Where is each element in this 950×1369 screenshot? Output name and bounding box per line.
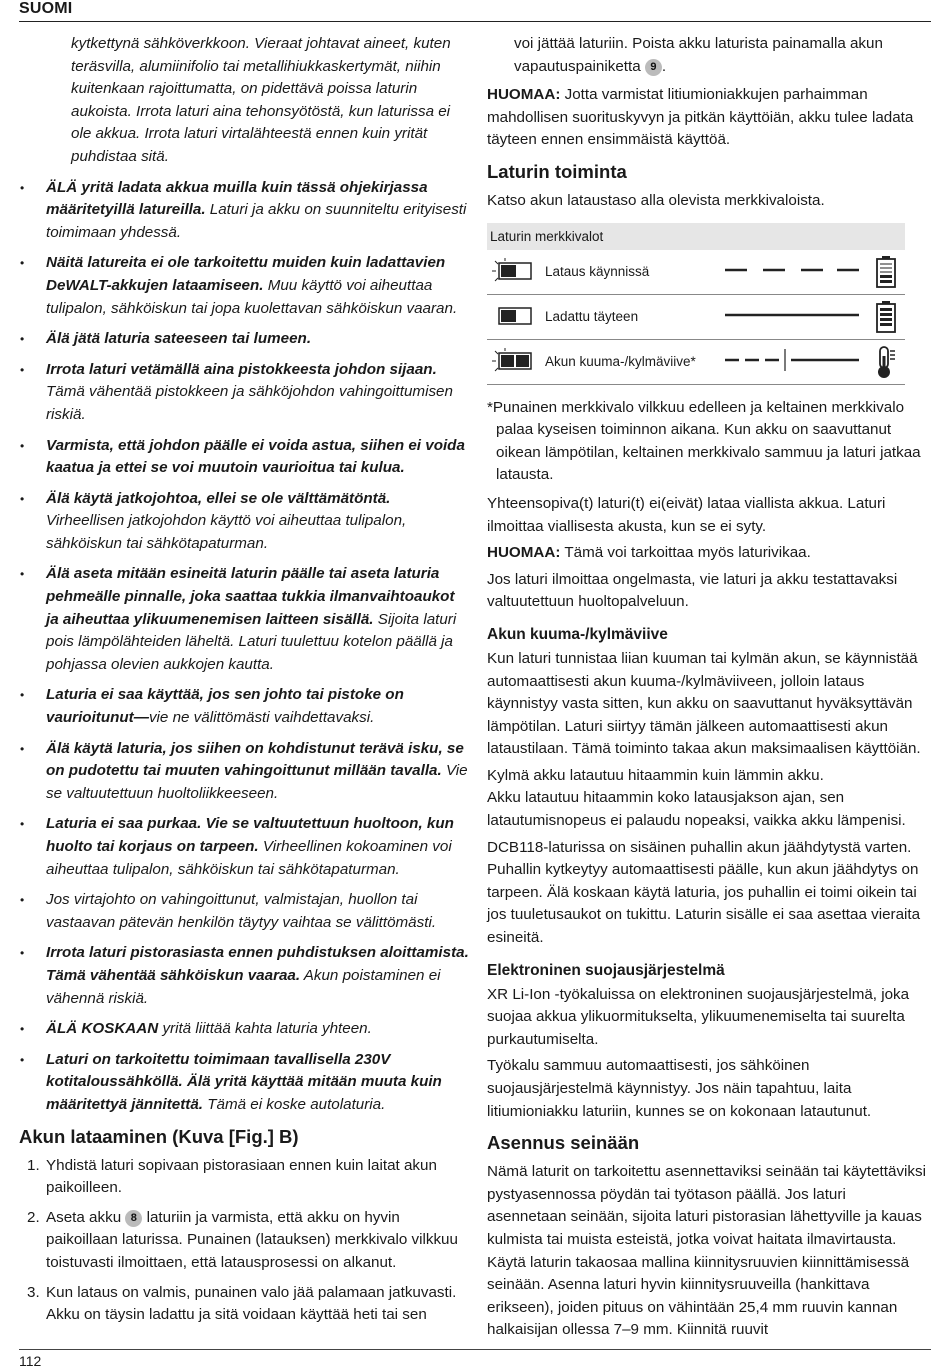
defective-battery-text: Yhteensopiva(t) laturi(t) ei(eivät) lataa viallista akkua. Laturi ilmoittaa viallisesta akusta, kun se ei syty.	[487, 494, 886, 535]
callout-number-9: 9	[645, 59, 662, 76]
section-title-wall-mount: Asennus seinään	[487, 1132, 640, 1154]
note-charger-fault: HUOMAA: Tämä voi tarkoittaa myös laturivikaa.	[487, 544, 811, 562]
section-title-charging: Akun lataaminen (Kuva [Fig.] B)	[19, 1125, 299, 1147]
dashed-pattern	[725, 268, 861, 272]
footnote: *Punainen merkkivalo vilkkuu edelleen ja keltainen merkkivalo palaa kyseisen toiminnon aikana. Kun akku on saavuttanut oikean lämpötilan, keltainen merkkivalo sammuu ja laturi jatkaa latausta.	[487, 398, 921, 484]
callout-number-8: 8	[125, 1210, 142, 1227]
safety-bullet-item: • Irrota laturi pistorasiasta ennen puhdistuksen aloittamista. Tämä vähentää sähköiskun vaaraa. Akun poistaminen ei vähennä riskiä.	[19, 942, 469, 1010]
charging-battery-icon	[875, 256, 897, 288]
charger-indicator-table	[487, 223, 905, 385]
footer-rule	[19, 1349, 931, 1350]
indicator-intro: Katso akun lataustaso alla olevista merkkivaloista.	[487, 191, 825, 209]
safety-bullet-item: • Näitä latureita ei ole tarkoitettu muiden kuin ladattavien DeWALT-akkujen lataamiseen. Muu käyttö voi aiheuttaa tulipalon, sähköiskun tai jopa kuolettavan sähköiskun vaaran.	[19, 252, 469, 320]
table-row-charging: Lataus käynnissä	[487, 250, 905, 295]
charging-steps-list	[19, 1155, 469, 1327]
safety-bullet-item: • Irrota laturi vetämällä aina pistokkeesta johdon sijaan. Tämä vähentää pistokkeen ja sähköjohdon vahingoittumisen riskiä.	[19, 359, 469, 427]
left-column	[19, 33, 469, 1334]
hot-cold-paragraph-1: Kun laturi tunnistaa liian kuuman tai kylmän akun, se käynnistää automaattisesti akun kuuma-/kylmäviiveen, jolloin lataus käynnistyy vasta sitten, kun akku on saavuttanut hyväksyttävän lämpötilan. Laturi siirtyy tämän jälkeen automaattisesti akun lataustilaan. Tämä toiminto takaa akun maksimaalisen käyttöiän.	[487, 649, 921, 758]
language-label: SUOMI	[19, 0, 73, 17]
step3-continuation: voi jättää laturiin. Poista akku laturista painamalla akun vapautuspainiketta 9 .	[514, 35, 883, 75]
safety-bullet-item: • Älä jätä laturia sateeseen tai lumeen.	[19, 328, 469, 351]
service-text: Jos laturi ilmoittaa ongelmasta, vie laturi ja akku testattavaksi valtuutettuun huoltopalveluun.	[487, 570, 898, 611]
table-row-hot-cold-delay: Akun kuuma-/kylmäviive*	[487, 340, 905, 385]
safety-bullet-item: • Älä aseta mitään esineitä laturin päälle tai aseta laturia pehmeälle pinnalle, joka saattaa tukkia ilmanvaihtoaukot ja aiheuttaa ylikuumenemisen laitteen sisällä. Sijoita laturi pois lämpölähteiden läheltä. Laturi tuulettuu kotelon päällä ja pohjassa olevien aukkojen kautta.	[19, 563, 469, 676]
safety-bullet-item: • ÄLÄ yritä ladata akkua muilla kuin tässä ohjekirjassa määritetyillä latureilla. Laturi ja akku on suunniteltu erityisesti toimimaan yhdessä.	[19, 177, 469, 245]
subsection-title-protection-system: Elektroninen suojausjärjestelmä	[487, 961, 725, 979]
dashed-then-solid-pattern	[725, 348, 861, 372]
safety-bullet-item: • Varmista, että johdon päälle ei voida astua, siihen ei voida kaatua ja ettei se voi muutoin vaurioitua tai kulua.	[19, 435, 469, 480]
fan-paragraph: DCB118-laturissa on sisäinen puhallin akun jäähdytystä varten. Puhallin kytkeytyy automaattisesti päälle, kun akun jäähdytys on tarpeen. Älä koskaan käytä laturia, jos puhallin ei toimi oikein tai jos tuuletusaukot on tukittu. Laturin sisälle ei saa asettaa vieraita esineitä.	[487, 838, 921, 947]
solid-led-icon	[491, 303, 535, 329]
safety-bullet-list	[19, 177, 469, 1117]
continuation-text: kytkettynä sähköverkkoon. Vieraat johtavat aineet, kuten teräsvilla, alumiinifolio tai metallihiukkaskertymät, niihin kuitenkaan rajoittumatta, on pidettävä poissa laturin aukoista. Irrota laturi aina tehonsyötöstä, kun laturissa ei ole akkua. Irrota laturi virtalähteestä ennen kuin yrität puhdistaa sitä.	[71, 35, 451, 165]
wall-mount-paragraph: Nämä laturit on tarkoitettu asennettaviksi seinään tai käytettäviksi pystyasennossa pöydän tai työtason päällä. Jos laturi asennetaan seinään, sijoita laturi pistorasian lähettyville ja kauas kulmista tai muista esteistä, jotka voivat haitata ilmavirtausta. Käytä laturin takaosaa mallina kiinnitysruuvien kiinnittämisessä seinään. Asenna laturi hyvin kiinnitysruuveilla (hankittava erikseen), joiden pituus on vähintään 25,4 mm ruuvin kannan halkaisijan ollessa 7–9 mm. Kiinnitä ruuvit	[487, 1163, 926, 1339]
safety-bullet-item: • ÄLÄ KOSKAAN yritä liittää kahta laturia yhteen.	[19, 1018, 469, 1041]
charging-step: 2. Aseta akku 8 laturiin ja varmista, että akku on hyvin paikoillaan laturissa. Punainen (latauksen) merkkivalo vilkkuu toistuvasti ilmoittaen, että latausprosessi on alkanut.	[27, 1208, 458, 1271]
safety-bullet-item: • Laturia ei saa purkaa. Vie se valtuutettuun huoltoon, kun huolto tai korjaus on tarpeen. Virheellinen kokoaminen voi aiheuttaa tulipalon, sähköiskun tai sähkötapaturman.	[19, 813, 469, 881]
table-header: Laturin merkkivalot	[487, 223, 905, 250]
safety-bullet-item: • Jos virtajohto on vahingoittunut, valmistajan, huollon tai vastaavan pätevän henkilön täytyy vaihtaa se välittömästi.	[19, 889, 469, 934]
subsection-title-hot-cold-delay: Akun kuuma-/kylmäviive	[487, 625, 668, 643]
safety-bullet-item: • Älä käytä laturia, jos siihen on kohdistunut terävä isku, se on pudotettu tai muuten vahingoittunut millään tavalla. Vie se valtuutettuun huoltoliikkeeseen.	[19, 738, 469, 806]
charging-step: 3. Kun lataus on valmis, punainen valo jää palamaan jatkuvasti. Akku on täysin ladattu ja sitä voidaan käyttää heti tai sen	[27, 1283, 457, 1324]
page-header	[19, 0, 931, 22]
note-first-use: HUOMAA: Jotta varmistat litiumioniakkujen parhaimman mahdollisen suorituskyvyn ja pitkän käyttöiän, akku tulee ladata täyteen ennen ensimmäistä käyttöä.	[487, 86, 914, 149]
table-row-fully-charged: Ladattu täyteen	[487, 295, 905, 340]
hot-cold-paragraph-3: Akku latautuu hitaammin koko latausjakson ajan, sen latautumisnopeus ei palaudu nopeaksi, vaikka akku lämpenisi.	[487, 789, 906, 830]
charging-step: 1. Yhdistä laturi sopivaan pistorasiaan ennen kuin laitat akun paikoilleen.	[27, 1156, 437, 1197]
blinking-two-leds-icon	[491, 348, 535, 374]
blinking-led-icon	[491, 258, 535, 284]
thermometer-icon	[875, 346, 899, 380]
safety-bullet-item: • Laturia ei saa käyttää, jos sen johto tai pistoke on vaurioitunut—vie ne välittömästi vaihdettavaksi.	[19, 684, 469, 729]
hot-cold-paragraph-2: Kylmä akku latautuu hitaammin kuin lämmin akku.	[487, 766, 824, 784]
protection-paragraph-2: Työkalu sammuu automaattisesti, jos sähköinen suojausjärjestelmä käynnistyy. Jos näin tapahtuu, laita litiumioniakku laturiin, kunnes se on kokonaan latautunut.	[487, 1057, 872, 1120]
right-column	[487, 33, 927, 1346]
section-title-charger-operation: Laturin toiminta	[487, 160, 627, 182]
safety-bullet-item: • Laturi on tarkoitettu toimimaan tavallisella 230V kotitaloussähköllä. Älä yritä käyttää mitään muuta kuin määritettyä jännitettä. Tämä ei koske autolaturia.	[19, 1049, 469, 1117]
protection-paragraph-1: XR Li-Ion -työkaluissa on elektroninen suojausjärjestelmä, joka suojaa akkua ylikuormitukselta, ylikuumenemiselta tai suurelta purkautumiselta.	[487, 985, 910, 1048]
full-battery-icon	[875, 301, 897, 333]
safety-bullet-item: • Älä käytä jatkojohtoa, ellei se ole välttämätöntä. Virheellisen jatkojohdon käyttö voi aiheuttaa tulipalon, sähköiskun tai sähkötapaturman.	[19, 488, 469, 556]
solid-pattern	[725, 313, 861, 317]
page-number: 112	[19, 1353, 42, 1369]
